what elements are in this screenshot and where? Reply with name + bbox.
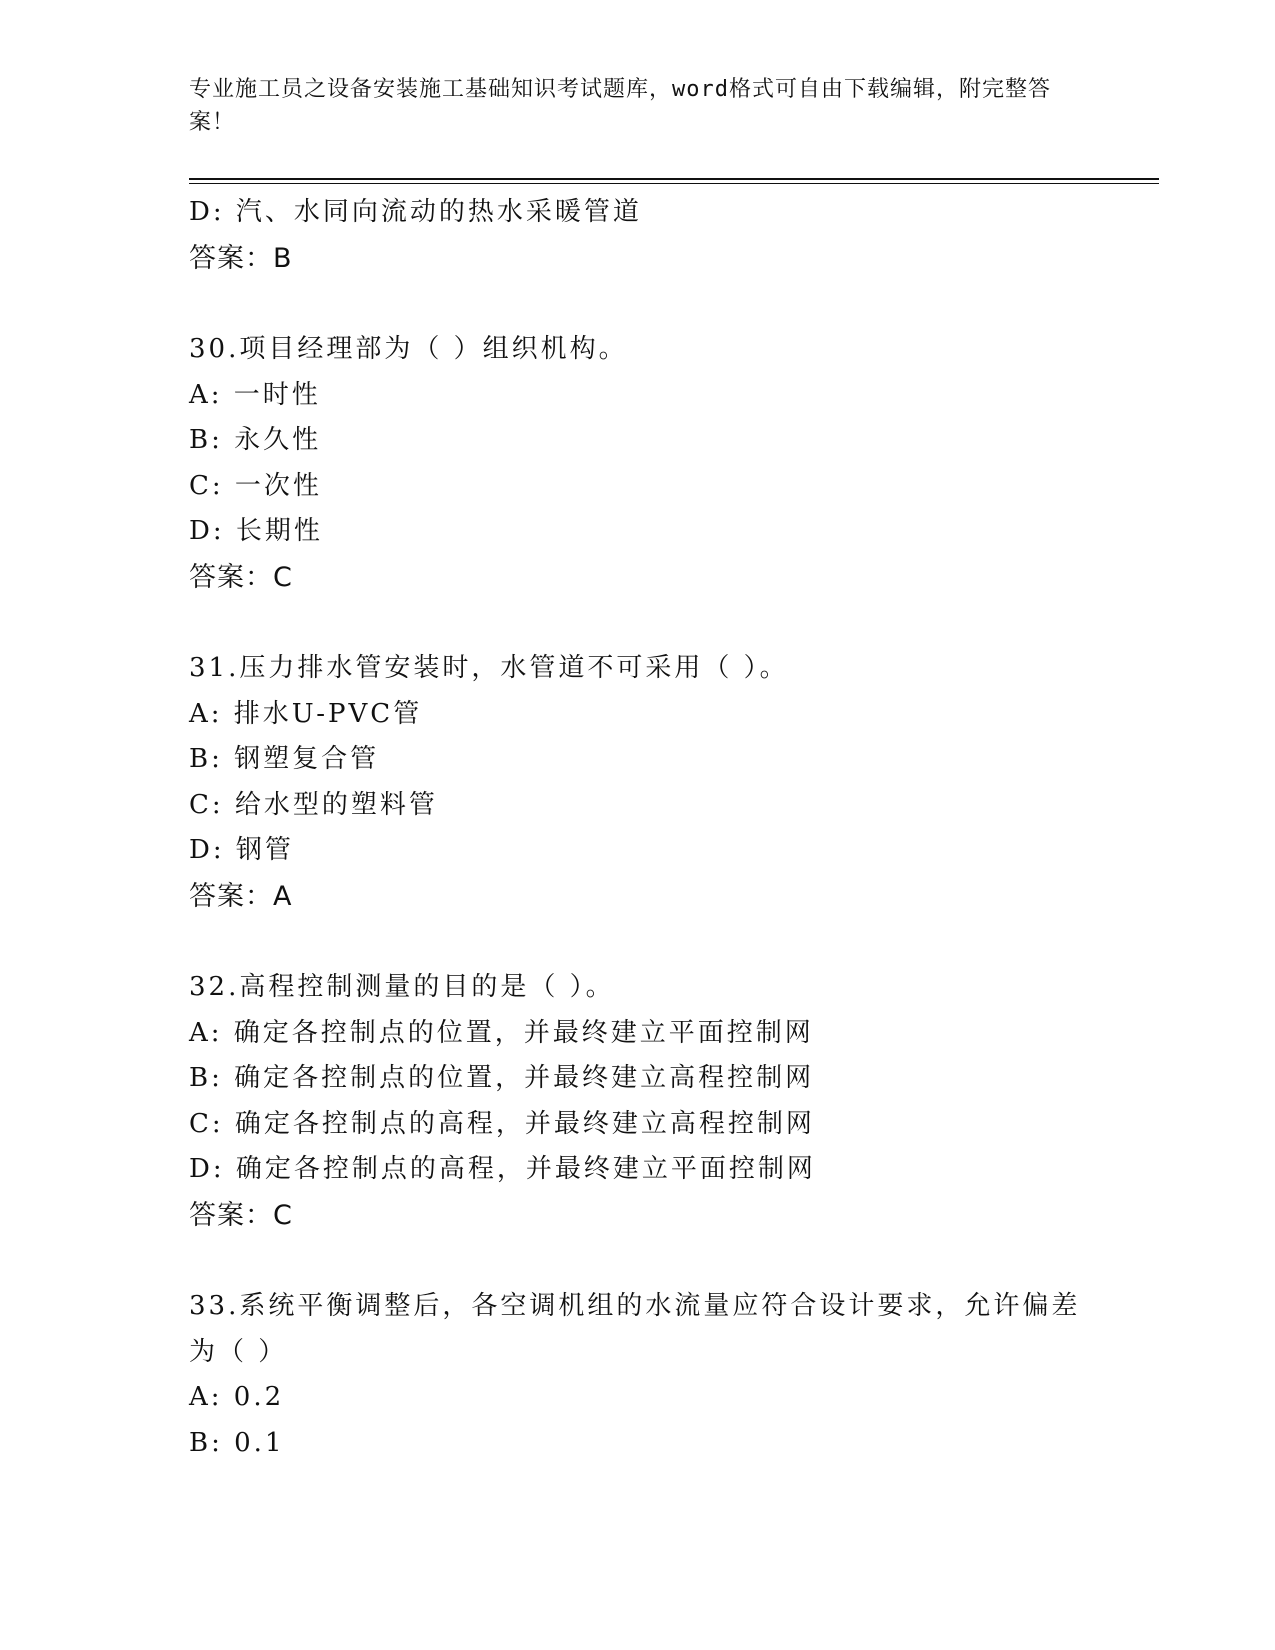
option-d: D: 钢管: [189, 835, 294, 865]
question-stem: 32.高程控制测量的目的是（ ）。: [189, 972, 615, 1002]
option-b: B: 永久性: [189, 425, 322, 455]
header-divider-thin: [189, 183, 1159, 184]
option-c: C: 一次性: [189, 470, 322, 501]
question-stem: 31.压力排水管安装时，水管道不可采用（ ）。: [189, 653, 789, 683]
option-d: D: 长期性: [189, 516, 323, 546]
header-divider: [189, 178, 1159, 180]
option-a: A: 排水U-PVC管: [189, 698, 423, 729]
question-list: [189, 190, 1149, 1466]
option-a: A: 确定各控制点的位置，并最终建立平面控制网: [189, 1017, 814, 1048]
answer: 答案：B: [189, 242, 293, 274]
option-b: B: 钢塑复合管: [189, 744, 380, 774]
option-a: A: 一时性: [189, 379, 321, 410]
page-header: 专业施工员之设备安装施工基础知识考试题库，word格式可自由下载编辑，附完整答案！: [189, 77, 1051, 135]
option-c: C: 确定各控制点的高程，并最终建立高程控制网: [189, 1108, 815, 1139]
option-a: A: 0.2: [189, 1382, 285, 1412]
answer: 答案：C: [189, 1199, 293, 1231]
option-d: D: 确定各控制点的高程，并最终建立平面控制网: [189, 1154, 816, 1184]
question-stem: 33.系统平衡调整后，各空调机组的水流量应符合设计要求，允许偏差为（ ）: [189, 1291, 1081, 1367]
option-c: C: 给水型的塑料管: [189, 789, 438, 820]
answer: 答案：A: [189, 880, 293, 912]
answer: 答案：C: [189, 561, 293, 593]
question-stem: 30.项目经理部为（ ）组织机构。: [189, 334, 628, 364]
option-b: B: 0.1: [189, 1427, 285, 1458]
option-d: D: 汽、水同向流动的热水采暖管道: [189, 197, 642, 227]
option-b: B: 确定各控制点的位置，并最终建立高程控制网: [189, 1063, 815, 1093]
